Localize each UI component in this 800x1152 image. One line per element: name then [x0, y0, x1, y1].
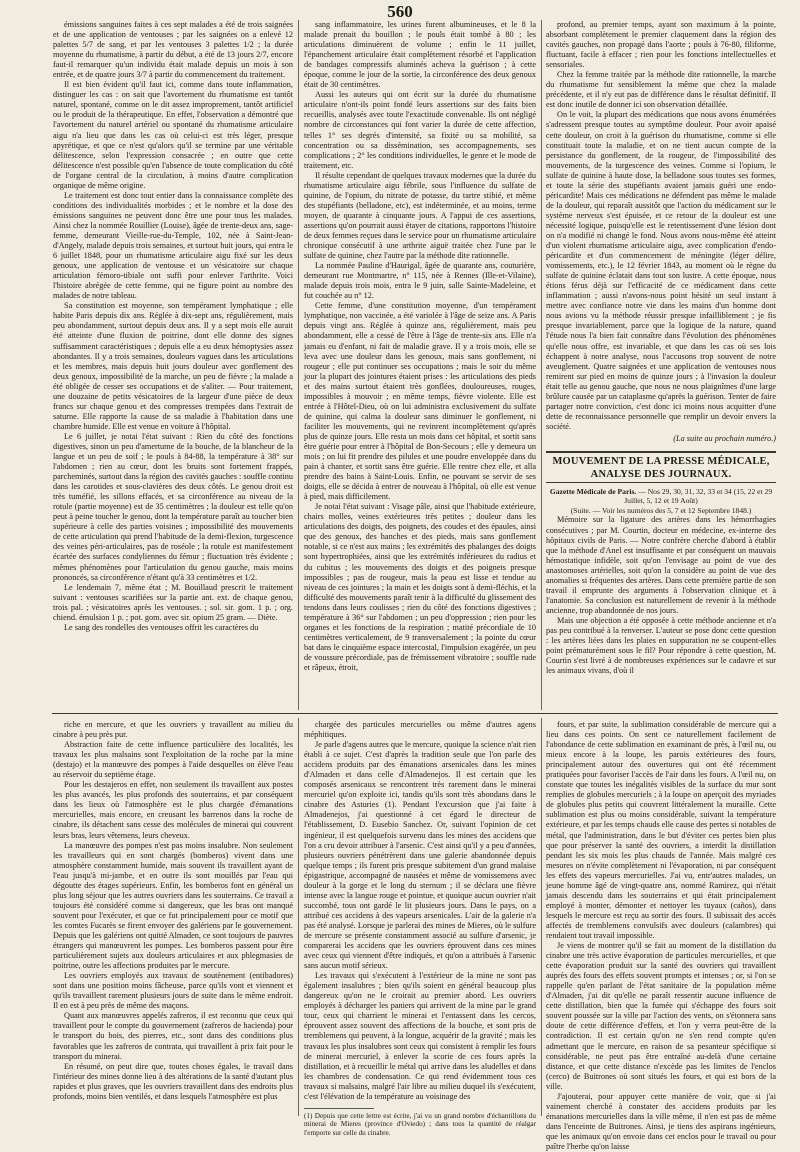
paragraph: J'ajouterai, pour appuyer cette manière de voir, que si j'ai vainement cherché à constater des accidens produits par les émanations mercurielles dans la ville même, il n'en est pas de même dans l'enceinte de Buitrones. Ainsi, je tiens des aspirans ingénieurs, que les animaux qu'on envoie dans cet enclos pour le travail ou pour paître l'herbe qu'on laisse [546, 1091, 776, 1151]
paragraph: chargée des particules mercurielles ou même d'autres agens méphitiques. [304, 720, 536, 740]
text-column-1 [53, 20, 293, 708]
gazette-issues: — Nos 29, 30, 31, 32, 33 et 34 (15, 22 et 29 Juillet, 5, 12 et 19 Août) [624, 486, 773, 506]
text-column-3 [546, 20, 776, 708]
paragraph: Aussi les auteurs qui ont écrit sur la durée du rhumatisme articulaire n'ont-ils point fondé leurs assertions sur des faits bien recueillis, analysés avec toute l'exactitude convenable. Ils ont négligé nombre de circonstances qui font varier la durée de cette affection, telles 1° ses degrés d'intensité, sa fixité ou sa mobilité, sa concentration ou sa dissémination, ses accompagnements, ses complications ; 2° les conditions individuelles, le genre et le mode de traitement, etc. [304, 90, 536, 170]
paragraph: Il résulte cependant de quelques travaux modernes que la durée du rhumatisme articulaire aigu fébrile, sous l'influence du sulfate de quinine, de l'opium, du nitrate de potasse, du tartre stibié, et même des stupéfiants (belladone, etc), est indéterminée, et au moins, terme moyen, de quarante à cinquante jours. A l'appui de ces assertions, assertions qu'on pourrait aussi étayer de citations, rapportons l'histoire de deux femmes reçues dans le service pour un rhumatisme articulaire chronique consécutif à une arthrite aiguë traitée chez l'une par le sulfate de quinine, chez l'autre par la méthode dite rationnelle. [304, 170, 536, 261]
page-section-divider [52, 713, 778, 714]
paragraph: Sa constitution est moyenne, son tempérament lymphatique ; elle habite Paris depuis dix ans. Réglée à dix-sept ans, régulièrement, mais peu abondamment, surtout depuis deux ans. Il y a sept mois elle aurait été atteinte d'une fluxion de poitrine, dont elle donne des signes suffisamment caractéristiques ; depuis elle a eu deux hémoptysies assez abondantes. Il y a trois semaines, douleurs vagues dans les articulations et les membres, mais depuis huit jours douleur avec gonflement des deux genoux, impossibilité de la marche, un peu de fièvre ; la malade a été obligée de cesser ses occupations et de s'aliter. — Pour traitement, une douzaine de petits vésicatoires de la largeur d'une pièce de deux francs sur chaque genou et des compresses trempées dans l'extrait de saturne. Elle rapporte la cause de sa maladie à l'habitation dans une chambre humide. Elle est venue en voiture à l'hôpital. [53, 301, 293, 431]
gazette-name: Gazette Médicale de Paris. [549, 486, 637, 496]
gazette-continuation: (Suite. — Voir les numéros des 5, 7 et 12 Septembre 1848.) [570, 505, 752, 515]
text-column-2 [304, 20, 536, 708]
paragraph: Mémoire sur la ligature des artères dans les hémorrhagies consécutives ; par M. Courtin, docteur en médecine, ex-interne des hôpitaux civils de Paris. — Notre confrère cherche d'abord à établir que la méthode d'Anel est insuffisante et par conséquent un mauvais hémostatique infidèle, soit qu'on l'envisage au point de vue des anastomoses artérielles, soit qu'on la considère au point de vue des anomalies si fréquentes des artères. Dans cette première partie de son travail il emprunte des arguments à l'observation clinique et à l'anatomie. Sa conclusion est naturellement de revenir à la méthode ancienne, trop abandonnée de nos jours. [546, 515, 776, 615]
paragraph: Je viens de montrer qu'il se fait au moment de la distillation du cinabre une très active évaporation de particules mercurielles, et que cette évaporation produit sur la santé des ouvriers qui travaillent auprès des fours des effets souvent prompts et intenses ; or, si l'on se rappelle qu'en parlant de l'état sanitaire de la population même d'Almaden, j'ai dit qu'elle ne paraît ressentir aucune influence de cette distillation, bien que la fumée qui s'échappe des fours soit souvent poussée sur la ville par l'action des vents, on s'étonnera sans doute de cette différence d'effets, et l'on y verra peut-être de la contradiction. Il est certain qu'on ne s'en rend compte qu'en admettant que le mercure, en raison de sa pesanteur spécifique si considérable, ne peut pas être entraîné au-delà d'une certaine distance, et que cette distance n'excède pas les limites de l'enclos (cerco) de Buitrones où sont situés les fours, et qui est bors de la ville. [546, 941, 776, 1091]
paragraph: Cette femme, d'une constitution moyenne, d'un tempérament lymphatique, non vaccinée, a été variolée à l'âge de seize ans. A Paris depuis vingt ans. Réglée à quinze ans, régulièrement, mais peu abondamment, elle a cessé de l'être à l'âge de trente-six ans. Elle n'a jamais eu d'enfant, ni fait de maladie grave. Il y a trois mois, elle se leva avec une douleur dans les genoux, mais sans gonflement, ni rougeur ; elle put continuer ses occupations ; mais le soir du même jour la plupart des jointures étaient prises : les articulations des pieds et des mains surtout étaient très gonflées, douloureuses, rouges, impossibles à mouvoir ; en même temps, fièvre violente. Elle est entrée à l'Hôtel-Dieu, où on lui administra exclusivement du sulfate de quinine, qui calma la douleur sans diminuer le gonflement, ni faciliter les mouvements, qui ne revinrent incomplètement qu'après plus de quinze jours. Elle resta un mois dans cet hôpital, et sortit sans être guérie pour entrer à l'hôpital de Bon-Secours ; elle y demeura un mois ; on lui fit prendre des pilules et une poudre enveloppée dans du pain à chanter, et sortit sans être guérie. Elle rentre chez elle, et alla prendre des bains à Saint-Louis. Enfin, ne pouvant se servir de ses doigts, elle se décida à entrer de nouveau à l'hôpital, où elle est venue à pied, mais difficilement. [304, 301, 536, 502]
paragraph: Le lendemain 7, même état ; M. Bouillaud prescrit le traitement suivant : ventouses scarifiées sur la partie ant. ext. de chaque genou, trois pal. ; vésicatoires après les ventouses. ; sol. sir. gom. 1 p. ; org. chiend. émulsion 1 p. ; pot. gom. avec sir. opium 25 gram. — Diète. [53, 582, 293, 622]
paragraph: Chez la femme traitée par la méthode dite rationnelle, la marche du rhumatisme fut sensiblement la même que chez la malade précédente, et il n'y eut pas de différence dans le résultat définitif. Il est donc inutile de donner ici son observation détaillée. [546, 70, 776, 110]
paragraph: Je parle d'agens autres que le mercure, quoique la science n'ait rien établi à ce sujet. C'est d'après la tradition seule que l'on parle des accidens produits par des émanations arsenicales dans les mines d'Almaden et dans celle d'Almadenejos. Il est certain que les composés arsenicaux se rencontrent très rarement dans le minerai mercuriel qu'on exploite ici, tandis qu'ils sont très abondans dans le cinabre des Asturies (1). Pendant l'excursion que j'ai faite à Almadenejos, j'ai questionné à cet égard le directeur de l'établissement, D. Eusebio Sanchez. Or, suivant l'opinion de cet ingénieur, il est quelquefois survenu dans les mines des accidens que l'on a cru devoir attribuer à l'arsenic. C'est ainsi qu'il y a peu d'années, plusieurs ouvriers pénétrèrent dans une galerie abandonnée depuis quelque temps ; ils furent pris presque subitement d'un grand malaise épigastrique, accompagné de nausées et même de vomissemens avec douleur à la gorge et le long du sternum ; il se déclara une fièvre intense avec la langue rouge et pointue, et quoique aucun ouvrier n'ait succombé, tous ont gardé le lit plusieurs jours. Dans le pays, on a attribué ces accidens à des vapeurs arsenicales. L'air de la galerie n'a pas été analysé. Lorsque je parlerai des mines de Mieres, où le sulfure de mercure se présente constamment associé au sulfure d'arsenic, je comparerai les accidens que les ouvriers éprouvent dans ces mines avec ceux qui viennent d'être indiqués, et qu'on a attribués à l'arsenic sans aucun motif sérieux. [304, 740, 536, 971]
section-heading: MOUVEMENT DE LA PRESSE MÉDICALE, ANALYSE DES JOURNAUX. [546, 451, 776, 483]
text-column-6 [546, 720, 776, 1151]
column-divider [298, 718, 299, 1116]
footnote-rule [304, 1108, 374, 1109]
paragraph: Quant aux manœuvres appelés zafreros, il est reconnu que ceux qui travaillent pour le compte du gouvernement (zafreros de hacienda) pour le transport du bois, des pierres, etc., sont dans des conditions plus favorables que les zafreros de contrata, qui travaillent à prix fait pour le transport du minerai. [53, 1011, 293, 1061]
paragraph: Les ouvriers employés aux travaux de soutènement (entibadores) sont dans une position moins fâcheuse, parce qu'ils vont et viennent et qu'ils travaillent rarement plusieurs jours de suite dans le même endroit. Il en est à peu près de même des maçons. [53, 971, 293, 1011]
page-number: 560 [387, 2, 413, 21]
paragraph: La nommée Pauline d'Haurigal, âgée de quarante ans, couturière, demeurant rue Montmartre, n° 115, née à Rennes (Ille-et-Vilaine), malade depuis trois mois, entra le 9 juin, salle Sainte-Madeleine, et fut couchée au n° 12. [304, 261, 536, 301]
text-column-5 [304, 720, 536, 1137]
paragraph: Pour les destajeros en effet, non seulement ils travaillent aux postes les plus avancés, les plus profonds des souterrains, et par conséquent dans les lieux où l'atmosphère est le plus chargée d'émanations mercurielles, mais encore, en creusant les barrenos dans la roche de cinabre, ils détachent sans cesse des molécules de minerai qui couvrent leurs bras, leurs vêtemens, leurs cheveux. [53, 780, 293, 840]
paragraph: Abstraction faite de cette influence particulière des localités, les travaux les plus malsains sont l'exploitation de la roche par la mine (destajo) et la manœuvre des pompes à l'aide desquelles on élève l'eau au réservoir du septième étage. [53, 740, 293, 780]
column-divider [541, 20, 542, 710]
paragraph: En résumé, on peut dire que, toutes choses égales, le travail dans l'intérieur des mines donne lieu à des altérations de la santé d'autant plus rapides et plus graves, que les ouvriers travaillent dans des endroits plus profonds, moins bien ventilés, et dans lesquels l'atmosphère est plus [53, 1061, 293, 1101]
continued-note: (La suite au prochain numéro.) [673, 433, 776, 443]
paragraph: fours, et par suite, la sublimation considérable de mercure qui a lieu dans ces points. On sent ce naturellement facilement de l'abondance de cette sublimation en examinant de près, à l'œil nu, ou mieux encore à la loupe, les parois extérieures des fours, principalement autour des ouvertures qui ont été récemment pratiquées pour favoriser l'accès de l'air dans les fours. A l'œil nu, on constate que toutes les inégalités visibles de la surface du mur sont remplies de globules mercuriels ; à la loupe on aperçoit des myriades de globules plus petits qui couvrent littéralement la muraille. Cette sublimation est plus ou moins considérable, suivant la température extérieure, et par les temps chauds elle cause des pertes si notables de métal, que l'administration, dans le but d'éviter ces pertes bien plus que pour préserver la santé des ouvriers, a interdit la distillation pendant les six mois les plus chauds de l'année. Mais malgré ces mesures on n'évite complètement ni l'évaporation, ni par conséquent les effets des vapeurs mercurielles. J'ai vu, entr'autres malades, un jeune homme âgé de vingt-quatre ans, nommé Ramirez, qui n'était jamais descendu dans les souterrains et qui était principalement employé à monter, démonter et nettoyer les tuyaux (caños), dans lesquels le mercure est reçu au sortir des fours. Il subissait des accès affectés de tremblemens convulsifs avec douleurs (calambres) qui rendaient tout travail impossible. [546, 720, 776, 940]
paragraph: profond, au premier temps, ayant son maximum à la pointe, absorbant complètement le premier claquement dans la région des cavités gauches, non propagé dans l'aorte ; pouls à 76-80, filiforme, fluctuant, facile à effacer ; rien pour les fonctions intellectuelles et sensoriales. [546, 20, 776, 70]
gazette-heading [546, 487, 776, 506]
paragraph: Mais une objection a été opposée à cette méthode ancienne et n'a pas peu contribué à la renverser. L'auteur se pose donc cette question : les artères liées dans les plaies en suppuration ne se coupent-elles point prématurément sous le fil? Pour répondre à cette question, M. Courtin s'est livré à de nombreuses expériences sur le cadavre et sur les animaux vivans, d'où il [546, 615, 776, 676]
paragraph: sang inflammatoire, les urines furent albumineuses, et le 8 la malade prenait du bouillon ; le pouls était tombé à 80 ; les articulations diminuèrent de volume ; enfin le 11 juillet, l'épanchement articulaire était complètement résorbé et l'application de bandages compressifs aluminés acheva la guérison ; à cette époque, comme le jour de la sortie, la circonférence des deux genoux était de 30 centimètres. [304, 20, 536, 90]
column-divider [541, 718, 542, 1116]
paragraph: émissions sanguines faites à ces sept malades a été de trois saignées et de une application de ventouses ; par les saignées on a enlevé 12 palettes 5/7 de sang, et par les ventouses 3 palettes 1/2 ; la durée moyenne du rhumatisme, à partir du début, a été de 13 jours 2/7, encore faut-il remarquer qu'un individu était malade depuis un mois à son entrée, et de quatre jours 3/7 à partir du commencement du traitement. [53, 20, 293, 80]
paragraph: Le 6 juillet, je notai l'état suivant : Rien du côté des fonctions digestives, sinon un peu d'amertume de la bouche, de la blancheur de la langue et un peu de soif ; le pouls à 84-88, la température à 38° sur l'abdomen ; rien au cœur, dont les bruits sont fortement frappés, parcheminés, surtout dans la région des cavités gauches : souffle continu dans les carotides et sous-clavières des deux côtés. Le genou droit est très tuméfié, les sillons effacés, et sa circonférence au niveau de la rotule (partie moyenne) est de 35 centimètres ; la douleur est telle qu'on peut à peine toucher le genou, dont la température paraît au toucher bien supérieure à celle des parties voisines ; impossibilité des mouvements de cette articulation qui prend l'habitude de la demi-flexion, turgescence des veines péri-articulaires, pas de roséole ; la rotule est manifestement écartée des surfaces condyliennes du fémur ; fluctuation très évidente ; mêmes phénomènes pour l'articulation du genou gauche, mais moins prononcés, sa circonférence n'étant qu'à 33 centimètres et 1/2. [53, 431, 293, 582]
paragraph: Il est bien évident qu'il faut ici, comme dans toute inflammation, distinguer les cas : on sait que l'avortement du rhumatisme est tantôt naturel, spontané, comme on le dit assez improprement, tantôt artificiel ou le produit de la thérapeutique. En effet, l'observation a démontré que l'avortement du naturel artériel ou spontané du rhumatisme articulaire aigu n'a lieu que dans les cas où celui-ci est très léger, presque apyrétique, et que ce n'est qu'alors qu'il se termine par une véritable délitescence, selon l'expression consacrée ; en outre que cette délitescence n'est possible qu'en l'absence de toute complication du côté de l'organe central de la circulation, à moins d'autre complication organique de même origine. [53, 80, 293, 190]
paragraph: Les travaux qui s'exécutent à l'extérieur de la mine ne sont pas également insalubres ; bien qu'ils soient en général beaucoup plus dangereux qu'on ne le croirait au premier abord. Les ouvriers employés à décharger les paniers qui arrivent de la mine par le grand tour, ceux qui charrient le minerai et l'entassent dans les cercos, éprouvent assez souvent des affections de la bouche, et sont pris de tremblemens qui peuvent, à la longue, acquérir de la gravité ; mais les travaux les plus insalubres sont ceux qui consistent à remplir les fours de minerai mercuriel, à enlever la scorie de ces fours après la distillation, et à recueillir le métal qui arrive dans les aludelles et dans les chambres de condensation. Ce qui rend évidemment tous ces travaux si malsains, malgré l'air libre au milieu duquel ils s'exécutent, c'est l'élévation de la température au voisinage des [304, 971, 536, 1101]
paragraph: riche en mercure, et que les ouvriers y travaillent au milieu du cinabre à peu près pur. [53, 720, 293, 740]
paragraph: On le voit, la plupart des médications que nous avons énumérées s'adressent presque toutes au symptôme douleur. Pour avoir apaisé cette douleur, on croit à la guérison du rhumatisme, comme si elle constituait toute la maladie, et on ne tient aucun compte de la persistance du gonflement, de la rougeur, de l'impossibilité des mouvements, de la turgescence des veines. Comme si l'opium, le sulfate de quinine à haute dose, la belladone sous toutes ses formes, et toute la série des stupéfiants avaient jamais guéri une endo-péricardite! Mais ces médications ne défendent pas même le malade de la douleur, qui reparaît aussitôt que l'action du médicament sur le système nerveux s'est épuisée, et ce retour de la douleur est une nécessité logique, puisqu'elle est le retentissement d'une lésion dont on n'a modifié ni changé le fond. Nous avons nous-même été atteint d'un violent rhumatisme articulaire aigu, avec complication d'endo-péricardite et d'un commencement de méningite (léger délire, vomissements, etc.), le 12 février 1843, au moment où le règne du sulfate de quinine éclatait dans tout son lustre. A cette époque, nous étions férus déjà sur l'efficacité de ce médicament dans cette inflammation ; aussi n'avons-nous point hésité un seul instant à mettre avec confiance notre vie dans les mains d'un homme dont nous avions vu la méthode réussir presque infailliblement ; je fis presque invariablement, parce que la logique de la nature, quand l'étude nous l'a bien fait connaître dans l'évolution des phénomènes qu'elle nous offre, est invariable, et que dans les cas où ses lois échappent à notre analyse, nous l'accusons trop souvent de notre aveuglement. Quatre saignées et une application de ventouses nous remirent sur pied en moins de quinze jours ; à l'invasion la douleur était telle au genou gauche, que nous ne nous plaignîmes d'une large brûlure causée par un cataplasme qu'après la guérison. Tenter de faire partager notre conviction, c'est donc ici moins nous acquitter d'une dette de reconnaissance personnelle que remplir un devoir envers la société. [546, 110, 776, 431]
paragraph: Je notai l'état suivant : Visage pâle, ainsi que l'habitude extérieure, chairs molles, veines extérieures très petites ; douleur dans les articulations des doigts, des poignets, des coudes et des épaules, ainsi que des genoux, des hanches et des pieds, mais sans gonflement notable, si ce n'est aux mains ; les extrémités des phalanges des doigts sont hypertrophiées, ainsi que les extrémités inférieures du radius et du cubitus ; les mouvements des doigts et des poignets presque impossibles ; pas de rougeur, mais la peau est lisse et tendue au niveau de ces jointures ; la main et les doigts sont à demi-fléchis, et la difficulté des mouvements paraît tenir à la difficulté du glissement des tendons dans leurs coulisses ; rien du côté des fonctions digestives ; température à 36° sur l'abdomen ; un peu d'oppression ; rien pour les organes et les fonctions de la respiration ; matité précordiale de 10 centimètres verticalement, de 9 transversalement ; la pointe du cœur bat dans le cinquième espace intercostal, l'impulsion exagérée, un peu de voussure précordiale, pas de frémissement vibratoire ; souffle rude et râpeux, étroit, [304, 502, 537, 672]
footnote: (1) Depuis que cette lettre est écrite, j'ai vu un grand nombre d'échantillons du minerai de Mieres (province d'Oviedo) ; dans tous la quantité de réalgar l'emporte sur celle du cinabre. [304, 1111, 536, 1137]
column-divider [298, 20, 299, 710]
paragraph: Le traitement est donc tout entier dans la connaissance complète des conditions des individualités morbides ; et le nombre et la dose des émissions sanguines ne peuvent donc être une pour tous les malades. Ainsi chez la nommée Rouillier (Louise), âgée de trente-deux ans, sage-femme, demeurant Vieille-rue-du-Temple, 102, née à Saint-Jean-d'Angely, malade depuis trois semaines, et surtout huit jours, qui entra le 6 juillet 1848, pour un rhumatisme articulaire aigu fixé sur les deux genoux, une application de ventouse et un vésicatoire sur chaque articulation fémoro-tibiale ont suffi pour enlever l'arthrite. Voici l'histoire abrégée de cette femme, qui ne figure point au nombre des malades de notre tableau. [53, 190, 293, 301]
paragraph: La manœuvre des pompes n'est pas moins insalubre. Non seulement les travailleurs qui en sont chargés (bomberos) vivent dans une atmosphère constamment humide, mais souvent ils travaillent ayant de l'eau jusqu'à mi-jambe, et en outre ils sont mouillés par l'eau qui dégoutte des étages supérieurs. Enfin, les bomberos font en général un plus long séjour que les autres ouvriers dans les souterrains. Ce travail a toujours été considéré comme si dangereux, que les bras ont manqué souvent pour l'exécuter, et que ce fut principalement pour ce motif que les comtes Fucarès se firent envoyer des galériens par le gouvernement. Depuis que les galériens ont quitté Almaden, ce sont toujours de pauvres étrangers qui manœuvrent les pompes. Les bomberos passent pour être particulièrement sujets aux douleurs articulaires et aux phlegmasies de poitrine, outre les affections produites par le mercure. [53, 840, 293, 971]
paragraph: Le sang des rondelles des ventouses offrit les caractères du [64, 622, 259, 632]
text-column-4 [53, 720, 293, 1116]
